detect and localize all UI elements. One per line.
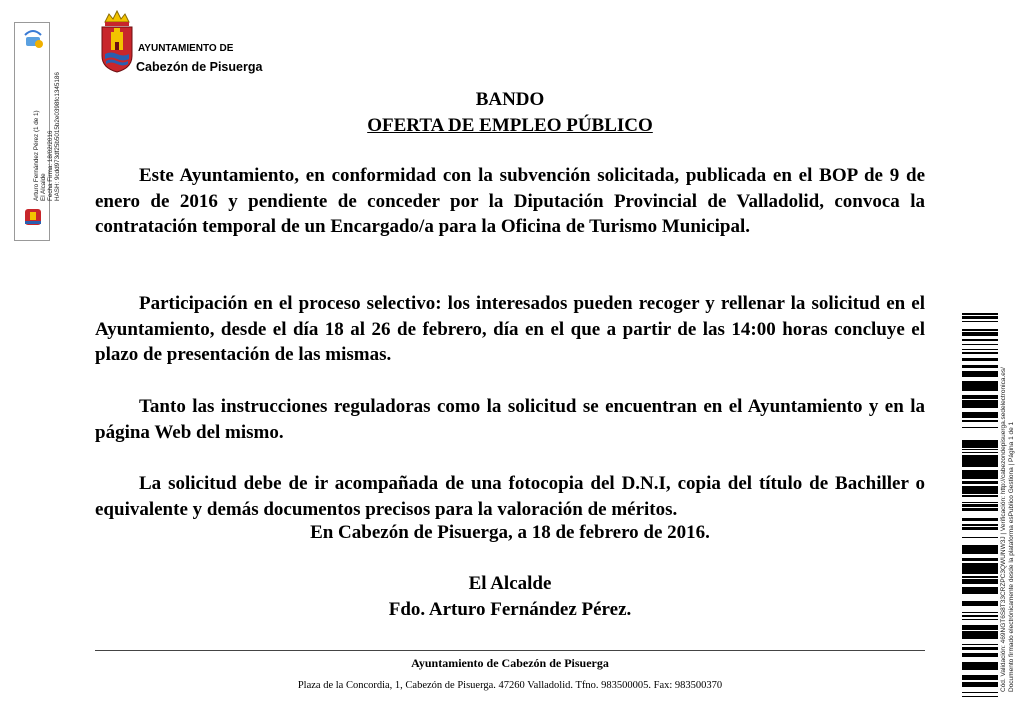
barcode-bar (962, 371, 998, 373)
barcode-bar (962, 402, 998, 403)
verification-platform: Documento firmado electrónicamente desde la plataforma esPublico Gestiona | Página 1 de 1 (1008, 421, 1015, 692)
barcode-bar (962, 318, 998, 319)
barcode-bar (962, 481, 998, 484)
barcode-bar (962, 677, 998, 679)
barcode-bar (962, 644, 998, 645)
barcode-bar (962, 455, 998, 457)
barcode-bar (962, 692, 998, 693)
barcode-bar (962, 527, 998, 528)
barcode-bar (962, 696, 998, 697)
barcode-bar (962, 440, 998, 441)
barcode-bar (962, 566, 998, 569)
barcode-bar (962, 398, 998, 399)
barcode-bar (962, 612, 998, 613)
paragraph-4: La solicitud debe de ir acompañada de una fotocopia del D.N.I, copia del título de Bachiller o equivalente y demás documentos precisos para la valoración de méritos. (95, 473, 925, 520)
barcode-bar (962, 358, 998, 361)
barcode-icon (962, 313, 998, 697)
barcode-bar (962, 571, 998, 574)
barcode-bar (962, 627, 998, 630)
verification-code: Cód. Validación: 469NGT6S8T33CRZPC3QWUNW3J | Verificación: http://cabezondepisuerga.sedelectronica.es/ (1000, 367, 1007, 692)
signature-date: Fecha Firma: 18/02/2016 (47, 130, 54, 201)
paragraph-3: Tanto las instrucciones reguladoras como la solicitud se encuentran en el Ayuntamiento y en la página Web del mismo. (95, 396, 925, 443)
footer-divider (95, 650, 925, 651)
barcode-bar (962, 316, 998, 318)
barcode-bar (962, 634, 998, 637)
paragraph-2: Participación en el proceso selectivo: los interesados pueden recoger y rellenar la solicitud en el Ayuntamiento, desde el día 18 al 26 de febrero, día en el que a partir de las 14:00 horas concluye el plazo de presentación de las mismas. (95, 293, 925, 366)
barcode-bar (962, 548, 998, 549)
barcode-bar (962, 576, 998, 578)
org-name: Cabezón de Pisuerga (136, 60, 263, 74)
barcode-bar (962, 549, 998, 552)
barcode-bar (962, 679, 998, 680)
coat-of-arms-icon (97, 8, 137, 76)
barcode-bar (962, 625, 998, 627)
barcode-bar (962, 685, 998, 686)
barcode-bar (962, 477, 998, 479)
barcode-bar (962, 663, 998, 665)
barcode-bar (962, 329, 998, 331)
barcode-bar (962, 504, 998, 507)
signature-role: El Alcalde (40, 173, 47, 201)
barcode-bar (962, 495, 998, 497)
barcode-bar (962, 603, 998, 606)
barcode-bar (962, 569, 998, 570)
paragraph-1: Este Ayuntamiento, en conformidad con la subvención solicitada, publicada en el BOP de 9 de enero de 2016 y pendiente de conceder por la Diputación Provincial de Valladolid, convoca la contratación temporal de un Encargado/a para la Oficina de Turismo Municipal. (95, 165, 925, 238)
barcode-bar (962, 472, 998, 475)
barcode-bar (962, 400, 998, 402)
document-subtitle (0, 115, 1020, 137)
barcode-bar (962, 559, 998, 561)
barcode-bar (962, 582, 998, 584)
barcode-bar (962, 570, 998, 571)
barcode-bar (962, 375, 998, 377)
footer-org: Ayuntamiento de Cabezón de Pisuerga (411, 656, 609, 670)
barcode-bar (962, 686, 998, 687)
barcode-bar (962, 395, 998, 398)
barcode-bar (962, 545, 998, 548)
barcode-bar (962, 592, 998, 594)
barcode-bar (962, 332, 998, 335)
barcode-bar (962, 385, 998, 388)
barcode-bar (962, 665, 998, 668)
barcode-bar (962, 412, 998, 415)
barcode-bar (962, 388, 998, 391)
barcode-bar (962, 365, 998, 368)
barcode-bar (962, 353, 998, 354)
barcode-bar (962, 508, 998, 509)
barcode-bar (962, 662, 998, 663)
barcode-bar (962, 349, 998, 350)
barcode-bar (962, 373, 998, 375)
barcode-bar (962, 313, 998, 315)
barcode-bar (962, 647, 998, 650)
barcode-bar (962, 637, 998, 639)
barcode-bar (962, 489, 998, 491)
barcode-bar (962, 339, 998, 341)
barcode-bar (962, 344, 998, 345)
place-date: En Cabezón de Pisuerga, a 18 de febrero de 2016. (310, 522, 710, 543)
footer-address: Plaza de la Concordia, 1, Cabezón de Pisuerga. 47260 Valladolid. Tfno. 983500005. Fax: 983500370 (297, 680, 723, 691)
signature-hash: HASH: 9cdd973df25b5015b2e0398fc1345186 (54, 72, 61, 201)
document-title: BANDO (475, 89, 545, 110)
barcode-bar (962, 653, 998, 655)
barcode-bar (962, 486, 998, 489)
barcode-bar (962, 589, 998, 592)
barcode-bar (962, 405, 998, 407)
barcode-bar (962, 619, 998, 620)
verification-text (1000, 367, 1016, 692)
barcode-bar (962, 528, 998, 530)
barcode-bar (962, 655, 998, 657)
barcode-bar (962, 682, 998, 685)
barcode-bar (962, 510, 998, 511)
document-subtitle-text: OFERTA DE EMPLEO PÚBLICO (367, 115, 653, 136)
barcode-bar (962, 382, 998, 385)
barcode-bar (962, 524, 998, 526)
barcode-bar (962, 407, 998, 408)
signer-name: Fdo. Arturo Fernández Pérez. (388, 599, 632, 620)
barcode-bar (962, 518, 998, 521)
barcode-bar (962, 457, 998, 459)
barcode-bar (962, 441, 998, 443)
barcode-bar (962, 415, 998, 417)
barcode-bar (962, 445, 998, 448)
signature-signer: Arturo Fernández Pérez (1 de 1) (33, 110, 40, 201)
barcode-bar (962, 462, 998, 465)
barcode-bar (962, 675, 998, 677)
barcode-bar (962, 427, 998, 428)
barcode-bar (962, 381, 998, 382)
barcode-bar (962, 631, 998, 634)
barcode-bar (962, 335, 998, 336)
barcode-bar (962, 491, 998, 494)
barcode-bar (962, 615, 998, 617)
barcode-bar (962, 601, 998, 603)
barcode-bar (962, 465, 998, 467)
barcode-bar (962, 321, 998, 322)
barcode-bar (962, 420, 998, 422)
signature-seal-icon (21, 27, 45, 49)
barcode-bar (962, 352, 998, 353)
barcode-bar (962, 417, 998, 418)
barcode-bar (962, 502, 998, 503)
barcode-bar (962, 449, 998, 450)
barcode-bar (962, 460, 998, 462)
barcode-bar (962, 452, 998, 453)
barcode-bar (962, 563, 998, 566)
barcode-bar (962, 403, 998, 405)
barcode-bar (962, 587, 998, 589)
barcode-bar (962, 552, 998, 554)
barcode-bar (962, 579, 998, 582)
org-label: AYUNTAMIENTO DE (138, 43, 234, 54)
barcode-bar (962, 558, 998, 559)
barcode-bar (962, 475, 998, 477)
municipal-crest-icon (21, 207, 45, 227)
barcode-bar (962, 443, 998, 445)
barcode-bar (962, 537, 998, 538)
barcode-bar (962, 668, 998, 670)
barcode-bar (962, 509, 998, 510)
signer-title: El Alcalde (468, 573, 552, 594)
barcode-bar (962, 459, 998, 460)
barcode-bar (962, 470, 998, 472)
